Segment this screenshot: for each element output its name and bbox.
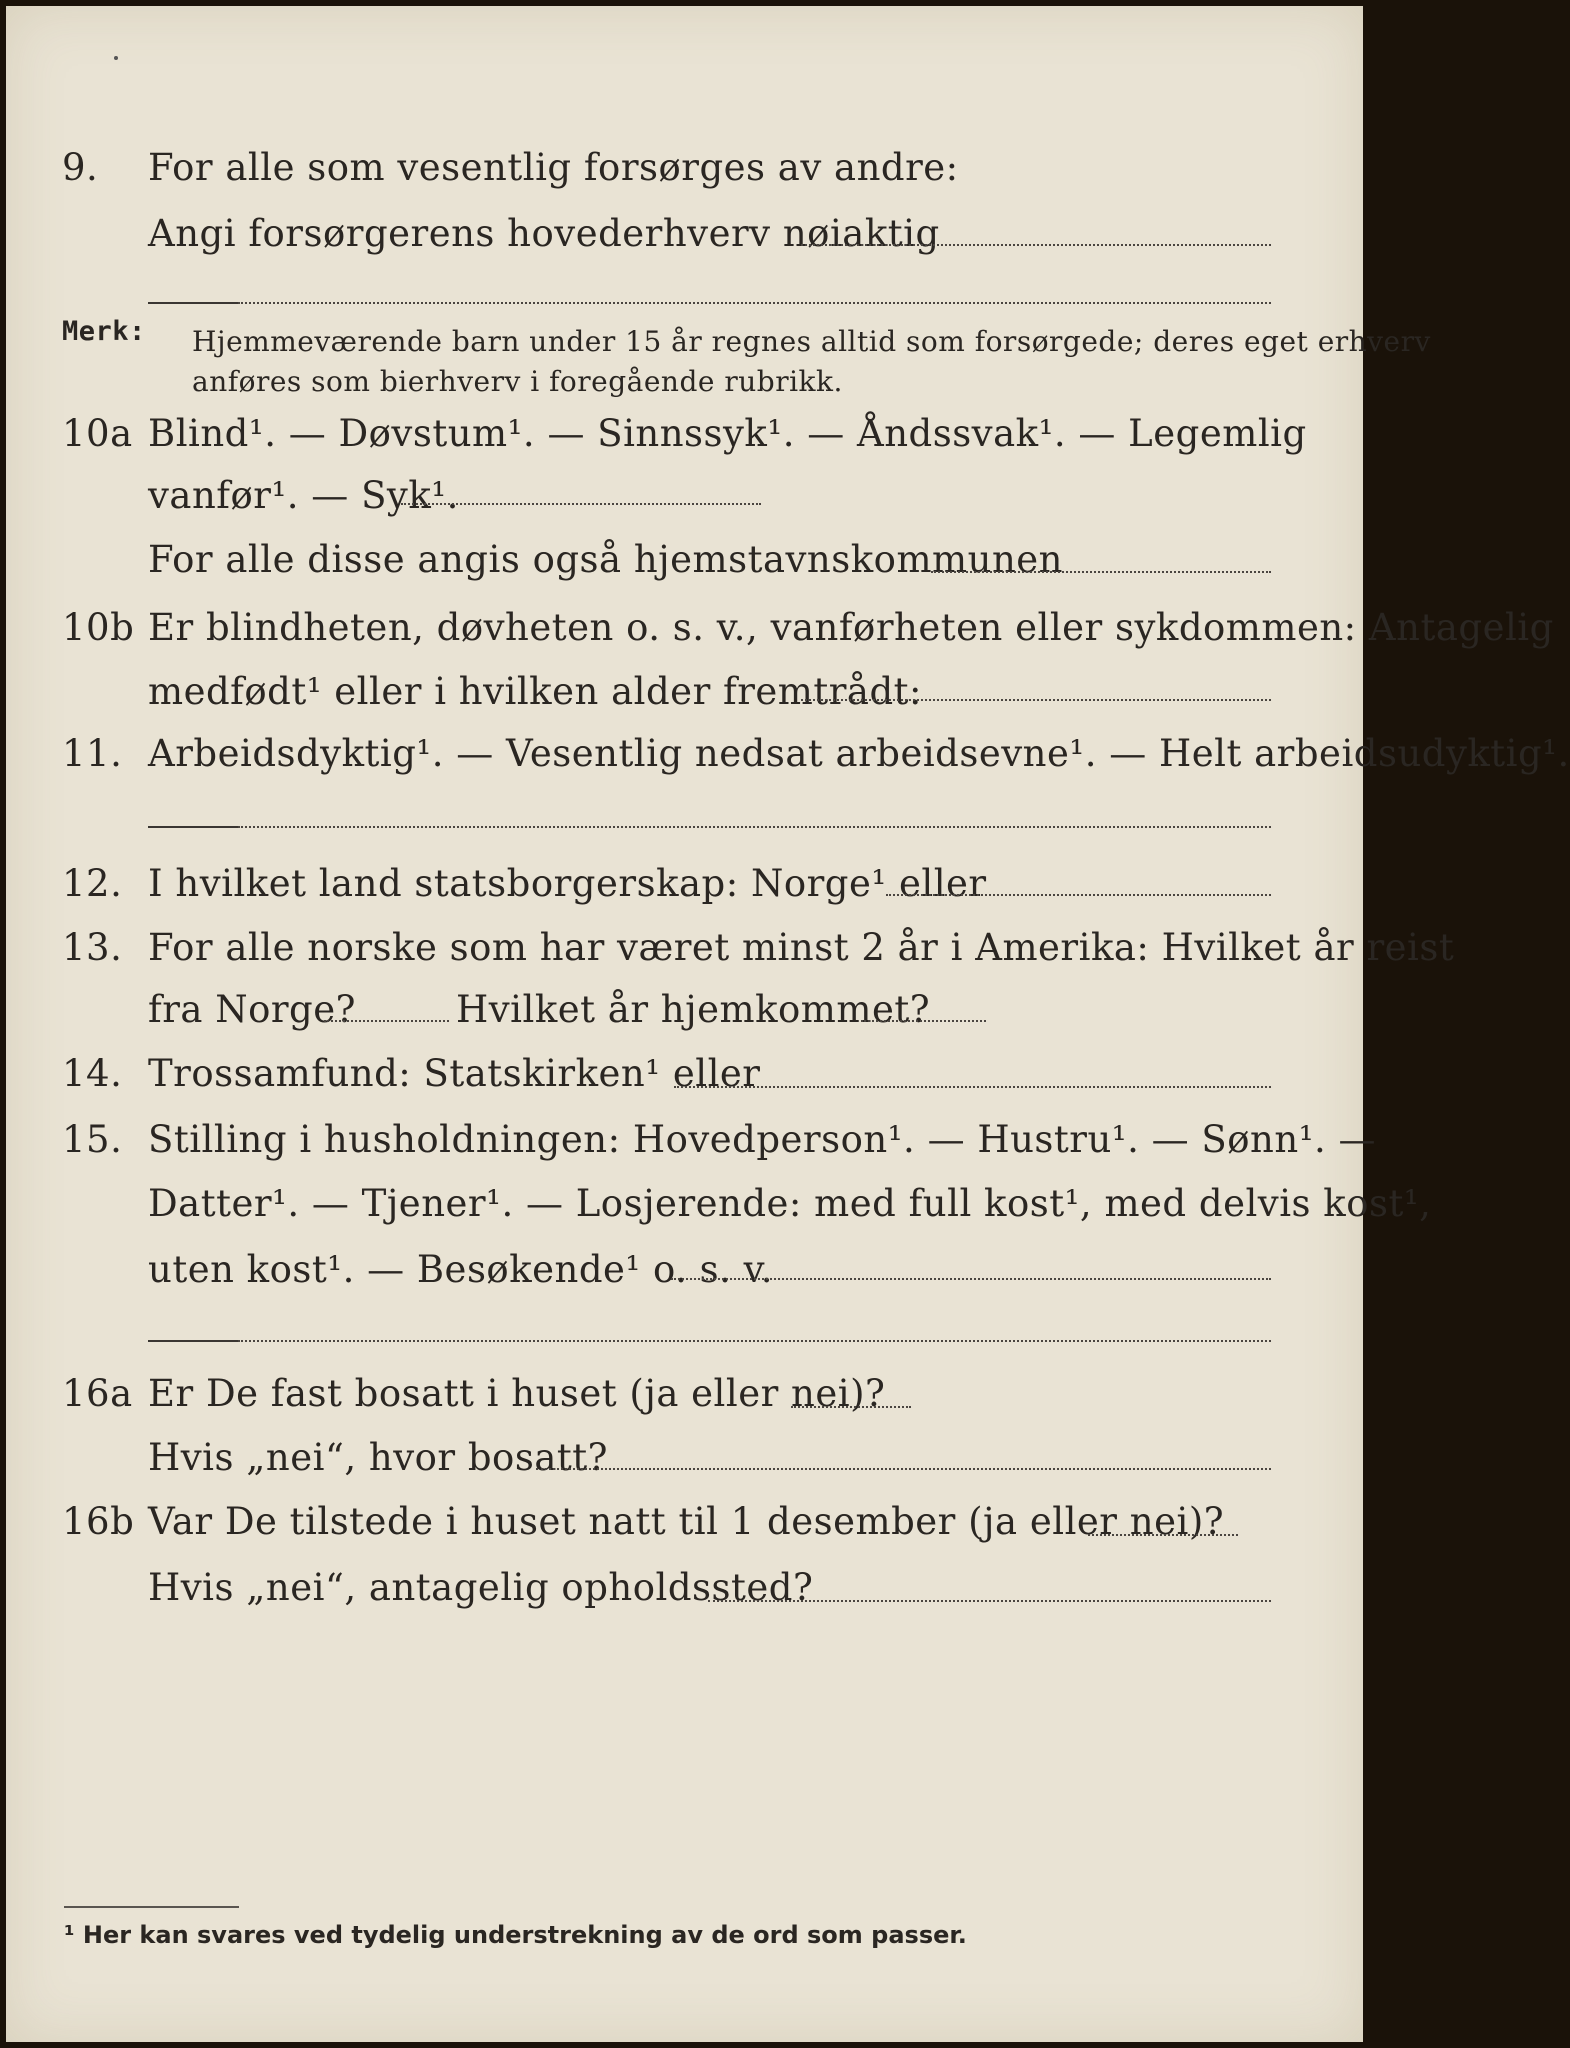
answer-field[interactable] (238, 826, 1271, 828)
answer-rule (148, 1340, 238, 1342)
answer-field[interactable] (324, 1020, 449, 1022)
footnote: ¹ Her kan svares ved tydelig understrekning av de ord som passer. (64, 1921, 967, 1949)
speck (114, 56, 118, 60)
footnote-rule (64, 1906, 239, 1908)
answer-field[interactable] (791, 1406, 911, 1408)
answer-field[interactable] (801, 699, 1271, 701)
item-number: 13. (62, 926, 123, 969)
item-question: Angi forsørgerens hovederhverv nøiaktig (148, 212, 940, 255)
merk-line2: anføres som bierhverv i foregående rubrikk. (192, 365, 843, 398)
item-question: fra Norge? (148, 988, 356, 1031)
answer-field[interactable] (238, 302, 1271, 304)
answer-field[interactable] (931, 571, 1271, 573)
answer-field[interactable] (1088, 1534, 1238, 1536)
answer-field[interactable] (674, 1086, 1271, 1088)
item-number: 11. (62, 732, 123, 775)
item-question: Hvilket år hjemkommet? (456, 988, 931, 1031)
item-number: 10b (62, 606, 135, 649)
item-question: uten kost¹. — Besøkende¹ o. s. v. (148, 1248, 773, 1291)
answer-field[interactable] (708, 1600, 1271, 1602)
item-question: Stilling i husholdningen: Hovedperson¹. — Hustru¹. — Sønn¹. — (148, 1118, 1377, 1161)
answer-rule (148, 302, 238, 304)
item-question: Hvis „nei“, hvor bosatt? (148, 1436, 608, 1479)
answer-field[interactable] (238, 1340, 1271, 1342)
item-question: vanfør¹. — Syk¹. (148, 474, 459, 517)
item-question: I hvilket land statsborgerskap: Norge¹ eller (148, 862, 987, 905)
item-question: Var De tilstede i huset natt til 1 desember (ja eller nei)? (148, 1500, 1225, 1543)
item-question: For alle norske som har været minst 2 år i Amerika: Hvilket år reist (148, 926, 1455, 969)
answer-field[interactable] (536, 1468, 1271, 1470)
item-question: For alle som vesentlig forsørges av andre: (148, 146, 959, 189)
item-question: Datter¹. — Tjener¹. — Losjerende: med full kost¹, med delvis kost¹, (148, 1182, 1432, 1225)
merk-line1: Hjemmeværende barn under 15 år regnes alltid som forsørgede; deres eget erhverv (192, 325, 1431, 358)
item-number: 10a (62, 412, 133, 455)
answer-field[interactable] (671, 1278, 1271, 1280)
item-number: 15. (62, 1118, 123, 1161)
item-number: 12. (62, 862, 123, 905)
answer-field[interactable] (861, 1020, 986, 1022)
item-number: 9. (62, 146, 99, 189)
census-form-page (6, 6, 1570, 2042)
item-number: 16b (62, 1500, 135, 1543)
item-question: Er blindheten, døvheten o. s. v., vanførheten eller sykdommen: Antagelig (148, 606, 1554, 649)
item-question: For alle disse angis også hjemstavnskommunen (148, 538, 1064, 581)
answer-rule (148, 826, 238, 828)
item-number: 16a (62, 1372, 133, 1415)
answer-field[interactable] (801, 244, 1271, 246)
item-question: Er De fast bosatt i huset (ja eller nei)? (148, 1372, 886, 1415)
item-question: Trossamfund: Statskirken¹ eller (148, 1052, 761, 1095)
answer-field[interactable] (886, 894, 1271, 896)
merk-label: Merk: (62, 316, 146, 347)
item-question: Hvis „nei“, antagelig opholdssted? (148, 1566, 814, 1609)
item-question: Blind¹. — Døvstum¹. — Sinnssyk¹. — Åndssvak¹. — Legemlig (148, 412, 1307, 455)
item-question: medfødt¹ eller i hvilken alder fremtrådt: (148, 670, 923, 713)
item-number: 14. (62, 1052, 123, 1095)
answer-field[interactable] (401, 503, 761, 505)
item-question: Arbeidsdyktig¹. — Vesentlig nedsat arbeidsevne¹. — Helt arbeidsudyktig¹. (148, 732, 1570, 775)
